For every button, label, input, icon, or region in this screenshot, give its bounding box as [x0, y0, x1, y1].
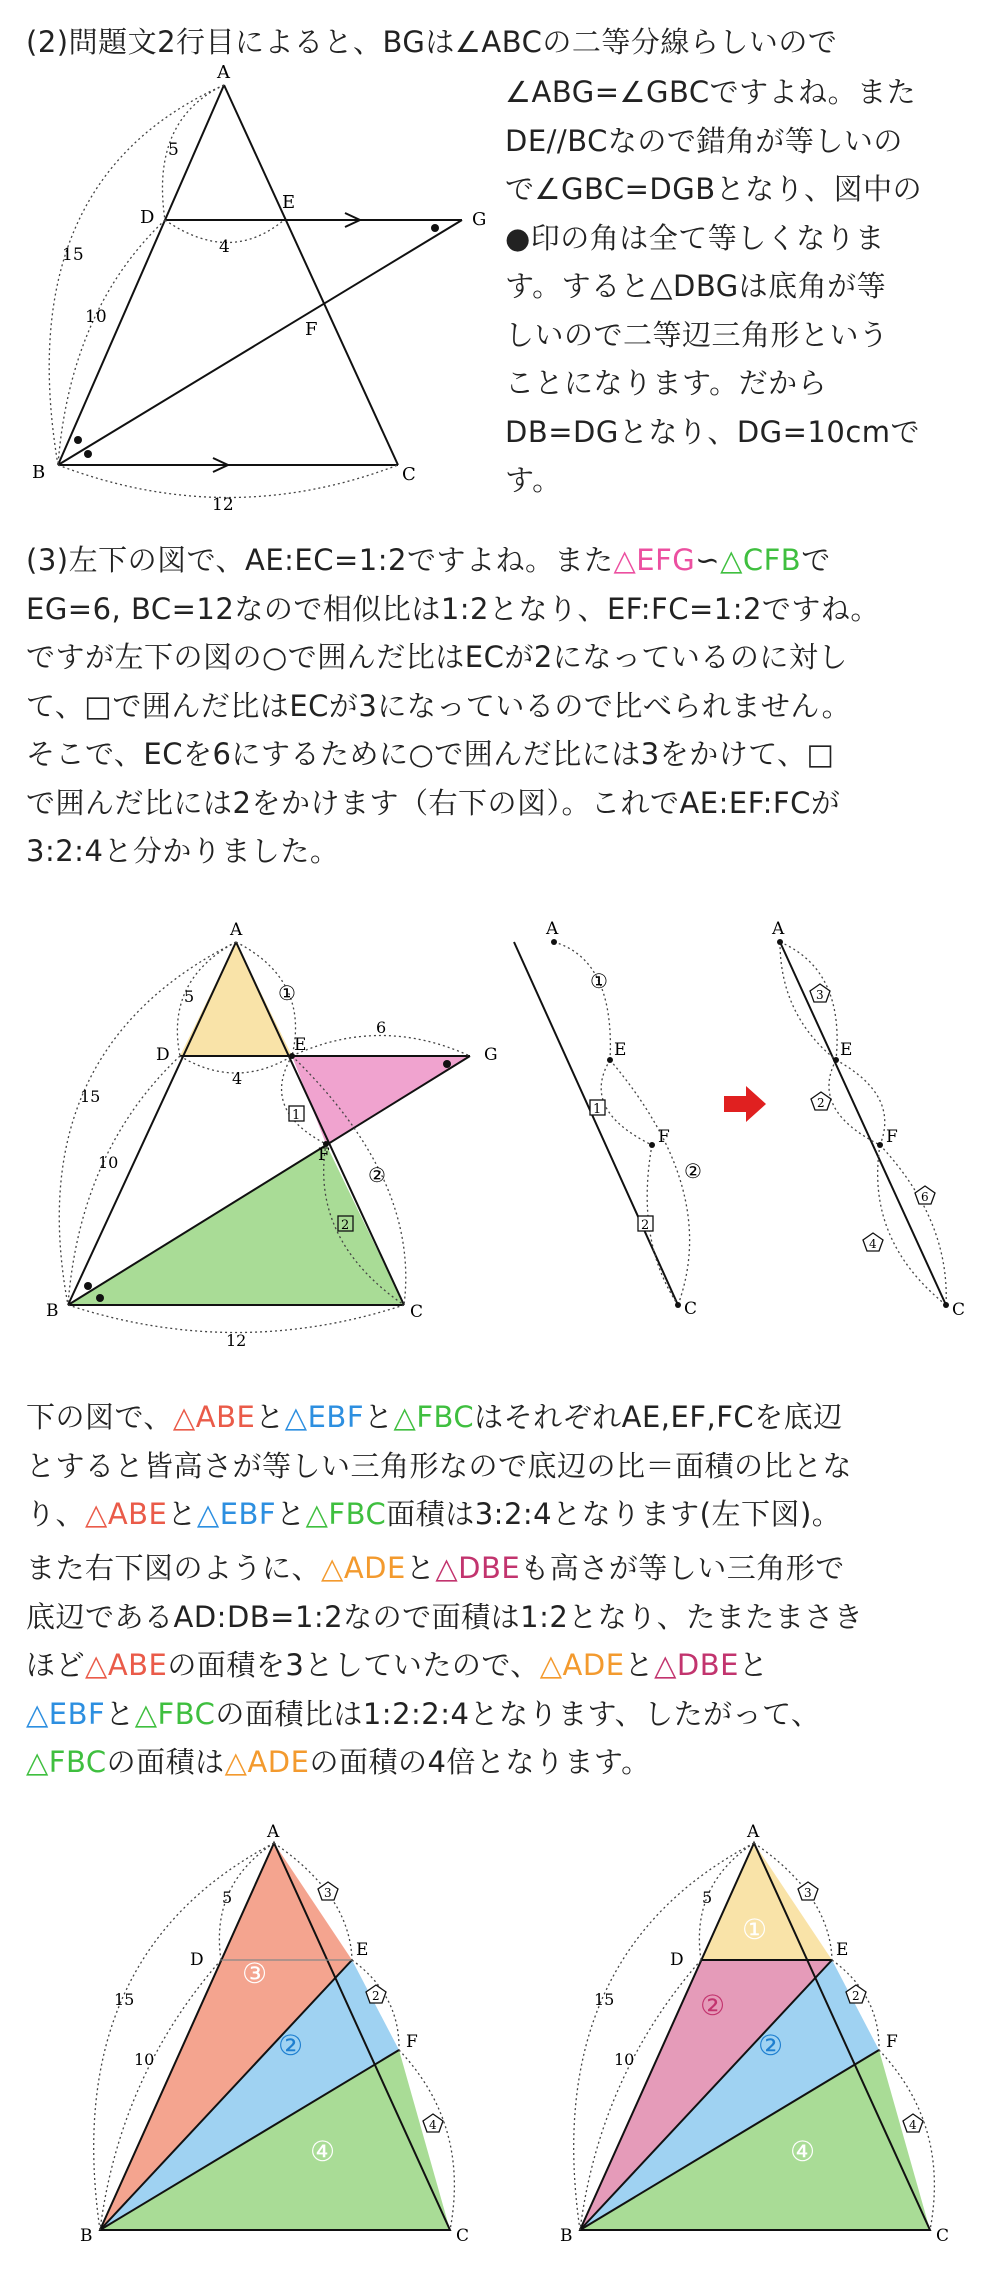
triangle-ade: △ADE: [539, 1648, 625, 1682]
section4-p2-line3: [26, 1641, 996, 1690]
text-run: と: [364, 1400, 394, 1434]
length-15: 15: [62, 245, 84, 265]
section2-line1: (2)問題文2行目によると、BGは∠ABCの二等分線らしいので: [26, 25, 838, 59]
pentagon-4: [903, 2114, 923, 2132]
ratio-square-2: 2: [341, 1218, 350, 1233]
triangle-abe: △ABE: [85, 1648, 168, 1682]
svg-text:3: 3: [324, 1886, 332, 1900]
area-circle-3: ③: [242, 1957, 268, 1990]
section4-p2-line2: 底辺であるAD:DB=1:2なので面積は1:2となり、たまたまさき: [26, 1599, 864, 1634]
length-6: 6: [376, 1018, 387, 1037]
section3-line: で囲んだ比には2をかけます（右下の図）。これでAE:EF:FCが: [26, 785, 841, 820]
pentagon-2: [366, 1985, 386, 2003]
label-A: A: [230, 920, 243, 940]
figure-area-ratio-left: [60, 1822, 540, 2265]
length-15: 15: [80, 1087, 101, 1106]
svg-text:4: 4: [909, 2118, 917, 2132]
text-run: ほど: [26, 1648, 86, 1682]
length-5: 5: [702, 1888, 713, 1907]
section2-line: しいので二等辺三角形という: [505, 317, 889, 352]
text-run: の面積を3としていたので、: [167, 1648, 540, 1682]
section4-p1-line1: [26, 1393, 996, 1442]
section2-line: す。: [505, 463, 562, 497]
area-circle-4: ④: [790, 2135, 816, 2168]
section2-line: ●印の角は全て等しくなりま: [505, 220, 885, 255]
label-A: A: [217, 62, 230, 83]
text-run: 面積は3:2:4となります(左下図)。: [386, 1497, 842, 1531]
length-10: 10: [98, 1153, 119, 1172]
label-B: B: [560, 2226, 573, 2246]
text-run: り、: [26, 1497, 86, 1531]
label-F: F: [318, 1145, 330, 1165]
svg-text:2: 2: [852, 1989, 860, 2003]
section2-line: DB=DGとなり、DG=10cmで: [505, 414, 921, 449]
text-run: (3)左下の図で、AE:EC=1:2ですよね。また: [26, 543, 614, 577]
label-E: E: [294, 1035, 307, 1055]
length-4: 4: [232, 1069, 243, 1088]
triangle-ade: △ADE: [321, 1551, 406, 1585]
pentagon-6: [915, 1186, 935, 1204]
area-circle-4: ④: [310, 2135, 336, 2168]
text-run: と: [738, 1648, 769, 1682]
label-B: B: [46, 1301, 59, 1321]
section2-line: ∠ABG=∠GBCですよね。また: [505, 75, 917, 109]
pentagon-4: [863, 1233, 883, 1251]
label-E: E: [836, 1940, 849, 1960]
label-G: G: [484, 1045, 498, 1065]
label-D: D: [190, 1950, 204, 1970]
ratio-circle-2: ②: [368, 1163, 386, 1187]
label-A: A: [546, 919, 559, 939]
ratio-square-2: 2: [641, 1218, 650, 1233]
text-run: と: [105, 1696, 135, 1731]
ratio-circle-1: ①: [278, 981, 296, 1005]
section3-line: EG=6, BC=12なので相似比は1:2となり、EF:FC=1:2ですね。: [26, 591, 880, 626]
label-E: E: [614, 1040, 627, 1060]
label-D: D: [140, 207, 155, 228]
triangle-cfb: △CFB: [720, 543, 802, 577]
section4-p1-line3: [26, 1490, 996, 1539]
svg-text:6: 6: [921, 1190, 929, 1204]
triangle-ebf: △EBF: [284, 1400, 364, 1434]
text-run: また右下図のように、: [26, 1551, 322, 1585]
figure-segment-ac-scaled: [760, 919, 966, 1340]
section4-paragraph-1: [26, 1393, 996, 1539]
label-F: F: [406, 2032, 418, 2052]
section2-line: ことになります。だから: [505, 366, 828, 400]
section4-p2-line5: [26, 1738, 996, 1787]
section4-paragraph-2: [26, 1544, 996, 1787]
text-run: の面積は: [106, 1745, 225, 1779]
triangle-ebf: △EBF: [26, 1696, 106, 1731]
ratio-square-1: 1: [593, 1102, 602, 1117]
section3-line: 3:2:4と分かりました。: [26, 834, 340, 868]
section3-line1: [26, 536, 996, 585]
label-C: C: [952, 1300, 966, 1320]
pentagon-4: [423, 2114, 443, 2132]
length-4: 4: [219, 237, 230, 257]
text-run: で: [801, 543, 831, 577]
section4-p2-line1: [26, 1544, 996, 1593]
label-A: A: [747, 1822, 760, 1842]
section3-paragraph: [26, 536, 996, 876]
pentagon-2: [846, 1985, 866, 2003]
length-5: 5: [168, 140, 179, 160]
triangle-fbc: △FBC: [393, 1400, 475, 1434]
pentagon-2: [811, 1092, 831, 1110]
area-circle-1: ①: [742, 1913, 768, 1946]
text-run: と: [624, 1648, 655, 1682]
area-circle-2: ②: [278, 2029, 304, 2062]
text-run: と: [255, 1400, 285, 1434]
label-A: A: [267, 1822, 280, 1842]
length-15: 15: [114, 1990, 135, 2009]
ratio-circle-2: ②: [684, 1159, 702, 1183]
figure-segment-ac-original: [530, 920, 700, 1340]
section2-line: DE//BCなので錯角が等しいの: [505, 123, 903, 158]
triangle-efg: △EFG: [613, 543, 696, 577]
figure-similar-triangles: [0, 920, 500, 1350]
label-C: C: [936, 2226, 950, 2246]
text-run: と: [405, 1551, 436, 1585]
label-D: D: [156, 1045, 170, 1065]
triangle-dbe: △DBE: [654, 1648, 739, 1682]
label-F: F: [658, 1127, 670, 1147]
ratio-square-1: 1: [292, 1108, 301, 1123]
label-E: E: [282, 192, 296, 213]
label-F: F: [886, 1127, 898, 1147]
label-F: F: [305, 319, 318, 340]
label-D: D: [670, 1950, 684, 1970]
label-F: F: [886, 2032, 898, 2052]
triangle-dbe: △DBE: [435, 1551, 521, 1585]
label-E: E: [840, 1040, 853, 1060]
length-5: 5: [184, 987, 195, 1006]
text-run: と: [167, 1497, 197, 1531]
pentagon-3: [318, 1882, 338, 1900]
triangle-ebf: △EBF: [196, 1497, 277, 1531]
label-B: B: [80, 2226, 93, 2246]
length-5: 5: [222, 1888, 233, 1907]
text-run: の面積の4倍となります。: [309, 1745, 651, 1779]
text-run: の面積比は1:2:2:4となります、したがって、: [215, 1696, 821, 1731]
figure-area-ratio-right: [540, 1822, 1000, 2265]
svg-text:3: 3: [804, 1886, 812, 1900]
pentagon-3: [798, 1882, 818, 1900]
label-C: C: [410, 1302, 424, 1322]
similar-symbol: ∽: [695, 543, 721, 577]
text-run: はそれぞれAE,EF,FCを底辺: [474, 1400, 843, 1434]
label-A: A: [772, 919, 785, 939]
length-10: 10: [85, 307, 107, 327]
svg-text:3: 3: [816, 988, 824, 1002]
section3-line: ですが左下の図の○で囲んだ比はECが2になっているのに対し: [26, 640, 848, 674]
length-10: 10: [134, 2050, 155, 2069]
length-10: 10: [614, 2050, 635, 2069]
triangle-abe: △ABE: [172, 1400, 256, 1434]
label-C: C: [456, 2226, 470, 2246]
figure-angle-bisector: [0, 60, 500, 580]
section2-line: す。すると△DBGは底角が等: [505, 269, 887, 303]
section4-p2-line4: [26, 1690, 996, 1739]
section3-line: て、□で囲んだ比はECが3になっているので比べられません。: [26, 688, 852, 723]
length-12: 12: [226, 1331, 247, 1350]
section3-line: そこで、ECを6にするために○で囲んだ比には3をかけて、□: [26, 737, 835, 771]
text-run: と: [276, 1497, 306, 1531]
area-circle-2-rose: ②: [700, 1989, 726, 2022]
label-E: E: [356, 1940, 369, 1960]
text-run: 下の図で、: [26, 1400, 173, 1434]
ratio-circle-1: ①: [590, 969, 608, 993]
label-C: C: [402, 464, 416, 485]
section4-p1-line2: とすると皆高さが等しい三角形なので底辺の比＝面積の比とな: [26, 1448, 853, 1483]
svg-text:4: 4: [869, 1237, 877, 1251]
text-run: も高さが等しい三角形で: [520, 1551, 845, 1585]
label-C: C: [684, 1299, 698, 1319]
label-B: B: [32, 462, 46, 483]
triangle-fbc: △FBC: [26, 1745, 107, 1779]
section2-line: で∠GBC=DGBとなり、図中の: [505, 172, 923, 206]
triangle-fbc: △FBC: [305, 1497, 387, 1531]
triangle-fbc: △FBC: [134, 1696, 216, 1731]
label-G: G: [472, 209, 487, 230]
triangle-ade: △ADE: [224, 1745, 310, 1779]
triangle-abe: △ABE: [85, 1497, 168, 1531]
length-12: 12: [212, 495, 234, 515]
svg-text:2: 2: [372, 1989, 380, 2003]
svg-text:4: 4: [429, 2118, 437, 2132]
section2-paragraph: [505, 68, 995, 505]
area-circle-2-blue: ②: [758, 2029, 784, 2062]
svg-text:2: 2: [817, 1096, 825, 1110]
length-15: 15: [594, 1990, 615, 2009]
